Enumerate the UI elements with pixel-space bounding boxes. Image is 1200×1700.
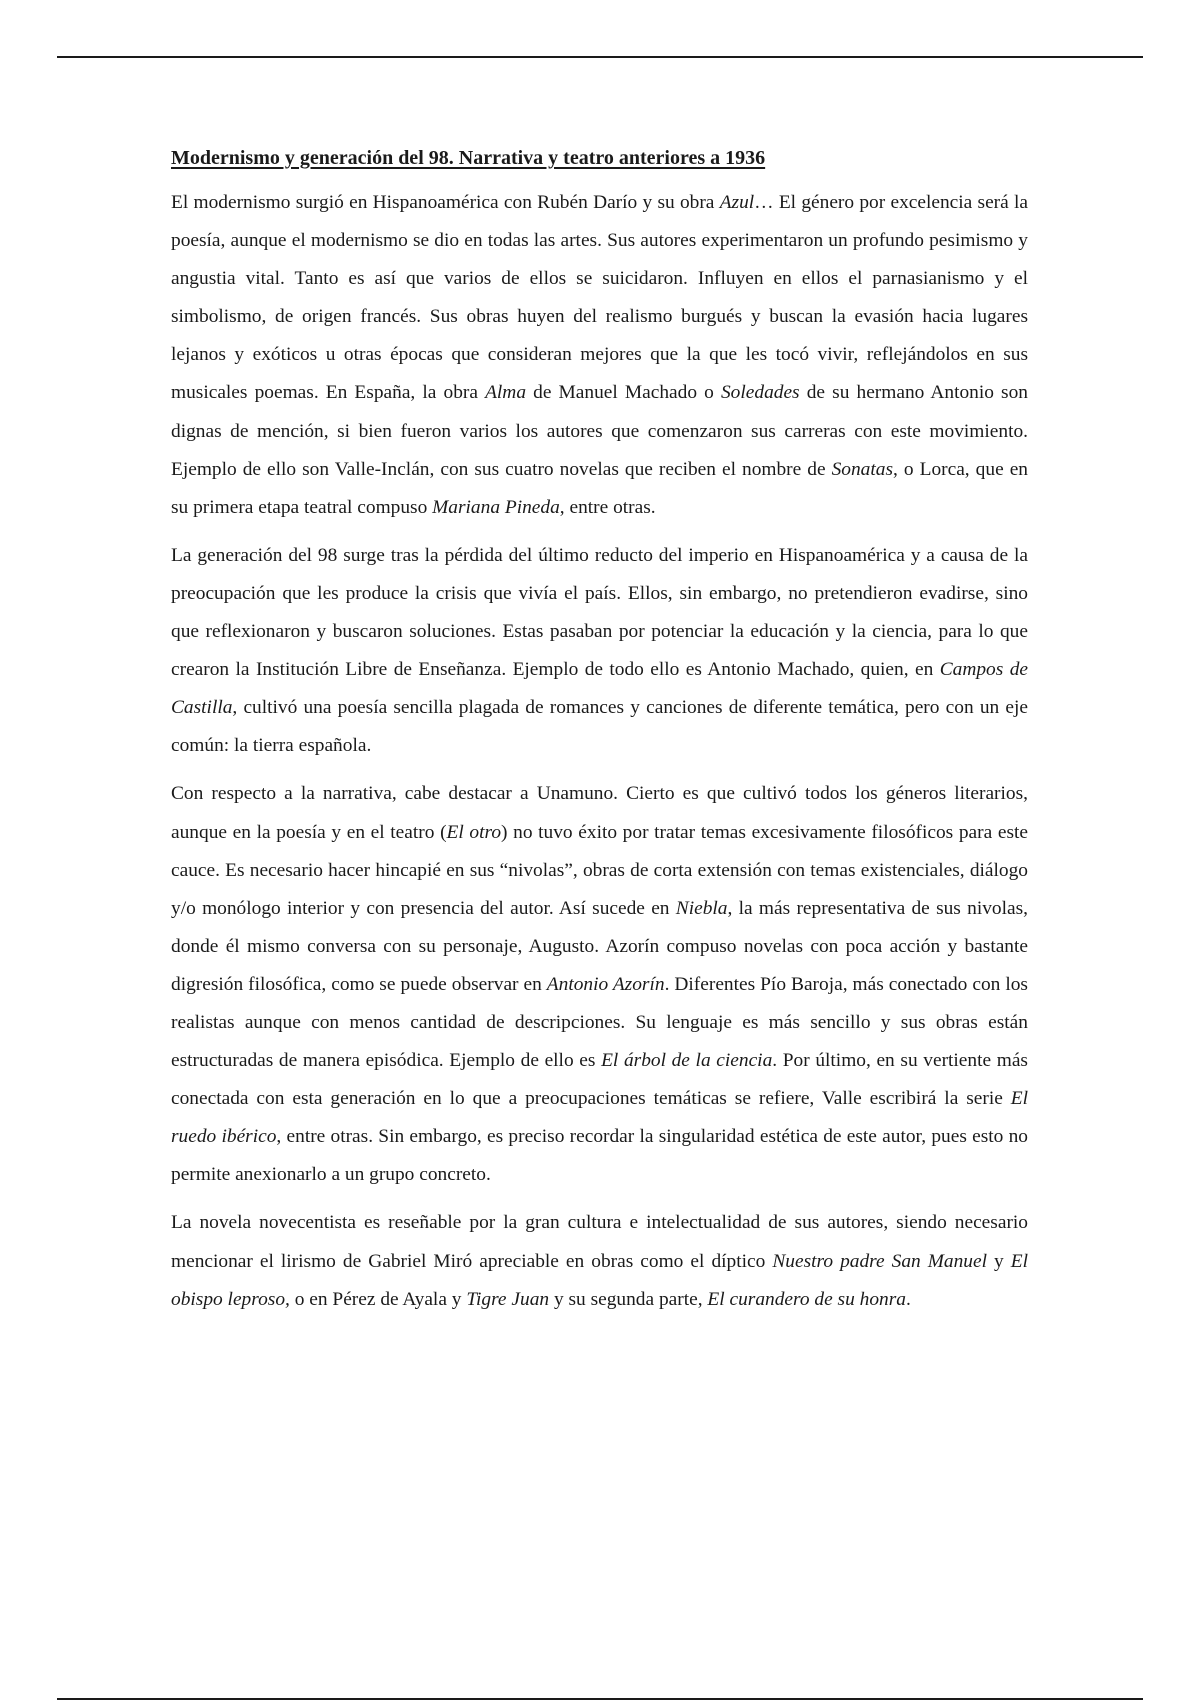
italic-title: Niebla — [675, 897, 728, 919]
paragraph-generacion-98: La generación del 98 surge tras la pérdida del último reducto del imperio en Hispanoamérica y a causa de la preocupación que les produce la crisis que vivía el país. Ellos, sin embargo, no pretendieron evadirse, sino que reflexionaron y buscaron soluciones. Estas pasaban por potenciar la educación y la ciencia, para lo que crearon la Institución Libre de Enseñanza. Ejemplo de todo ello es Antonio Machado, quien, en Campos de Castilla, cultivó una poesía sencilla plagada de romances y canciones de diferente temática, pero con un eje común: la tierra española. — [171, 544, 1029, 757]
italic-title: Campos de Castilla — [171, 659, 1029, 719]
italic-title: El otro — [446, 821, 502, 843]
italic-title: El curandero de su honra — [707, 1288, 906, 1310]
italic-title: Mariana Pineda — [432, 496, 560, 518]
italic-title: Tigre Juan — [466, 1288, 550, 1310]
paragraph-novecentismo: La novela novecentista es reseñable por la gran cultura e intelectualidad de sus autores, siendo necesario mencionar el lirismo de Gabriel Miró apreciable en obras como el díptico Nuestro padre San Manuel y El obispo leproso, o en Pérez de Ayala y Tigre Juan y su segunda parte, El curandero de su honra. — [171, 1212, 1028, 1310]
document-title: Modernismo y generación del 98. Narrativa y teatro anteriores a 1936 — [171, 147, 766, 169]
italic-title: Sonatas — [831, 458, 894, 480]
italic-title: El obispo leproso, — [171, 1250, 1028, 1310]
italic-title: El ruedo ibérico — [171, 1088, 1028, 1148]
document-body — [171, 142, 1028, 1329]
italic-title: El árbol de la ciencia — [601, 1050, 773, 1072]
paragraph-narrativa: Con respecto a la narrativa, cabe destacar a Unamuno. Cierto es que cultivó todos los géneros literarios, aunque en la poesía y en el teatro (El otro) no tuvo éxito por tratar temas excesivamente filosóficos para este cauce. Es necesario hacer hincapié en sus “nivolas”, obras de corta extensión con temas existenciales, diálogo y/o monólogo interior y con presencia del autor. Así sucede en Niebla, la más representativa de sus nivolas, donde él mismo conversa con su personaje, Augusto. Azorín compuso novelas con poca acción y bastante digresión filosófica, como se puede observar en Antonio Azorín. Diferentes Pío Baroja, más conectado con los realistas aunque con menos cantidad de descripciones. Su lenguaje es más sencillo y sus obras están estructuradas de manera episódica. Ejemplo de ello es El árbol de la ciencia. Por último, en su vertiente más conectada con esta generación en lo que a preocupaciones temáticas se refiere, Valle escribirá la serie El ruedo ibérico, entre otras. Sin embargo, es preciso recordar la singularidad estética de este autor, pues esto no permite anexionarlo a un grupo concreto. — [171, 783, 1029, 1186]
italic-title: Antonio Azorín — [546, 973, 665, 995]
italic-title: Nuestro padre San Manuel — [772, 1250, 987, 1272]
italic-title: Azul — [719, 192, 755, 213]
paragraph-modernismo: El modernismo surgió en Hispanoamérica con Rubén Darío y su obra Azul… El género por excelencia será la poesía, aunque el modernismo se dio en todas las artes. Sus autores experimentaron un profundo pesimismo y angustia vital. Tanto es así que varios de ellos se suicidaron. Influyen en ellos el parnasianismo y el simbolismo, de origen francés. Sus obras huyen del realismo burgués y buscan la evasión hacia lugares lejanos y exóticos u otras épocas que consideran mejores que la que les tocó vivir, reflejándolos en sus musicales poemas. En España, la obra Alma de Manuel Machado o Soledades de su hermano Antonio son dignas de mención, si bien fueron varios los autores que comenzaron sus carreras con este movimiento. Ejemplo de ello son Valle-Inclán, con sus cuatro novelas que reciben el nombre de Sonatas, o Lorca, que en su primera etapa teatral compuso Mariana Pineda, entre otras. — [171, 192, 1029, 518]
italic-title: Soledades — [720, 382, 800, 404]
header-rule — [57, 56, 1143, 58]
italic-title: Alma — [485, 382, 527, 404]
